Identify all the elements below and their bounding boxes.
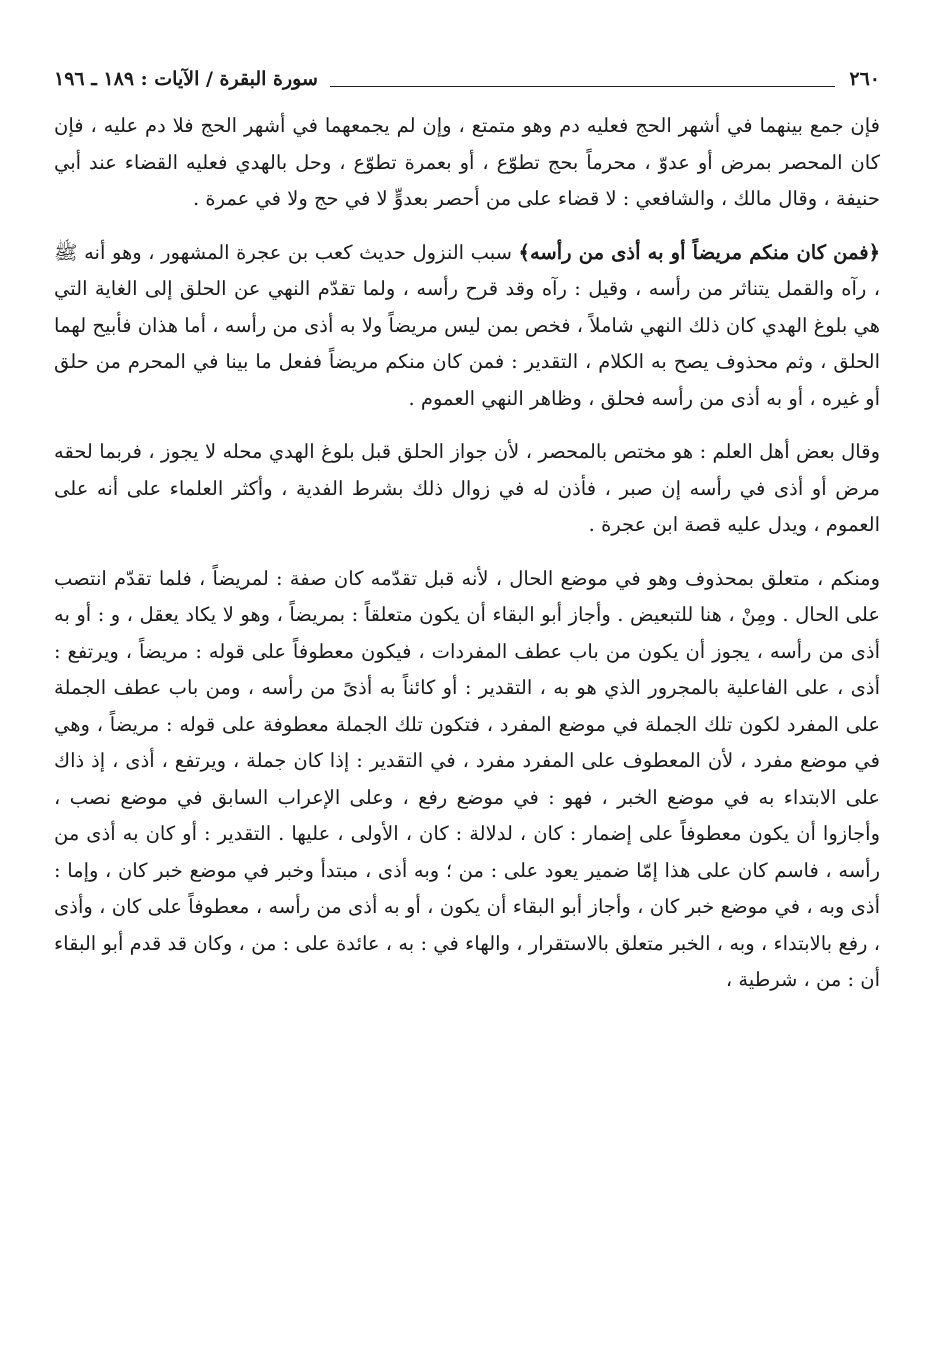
page-number: ٢٦٠ bbox=[849, 68, 880, 90]
paragraph-text: ومنكم ، متعلق بمحذوف وهو في موضع الحال ، لأنه قبل تقدّمه كان صفة : لمريضاً ، فلما تقدّم انتصب على الحال . ومِنْ ، هنا للتبعيض . وأجاز أبو البقاء أن يكون متعلقاً : بمريضاً ، وهو لا يكاد يعقل ، و : أو به أذى من رأسه ، يجوز أن يكون من باب عطف المفردات ، فيكون معطوفاً على قوله : مريضاً ، ويرتفع : أذى ، على الفاعلية بالمجرور الذي هو به ، التقدير : أو كائناً به أذىً من رأسه ، ومن باب عطف الجملة على المفرد لكون تلك الجملة في موضع المفرد ، فتكون تلك الجملة معطوفة على قوله : مريضاً ، وهي في موضع مفرد ، لأن المعطوف على المفرد مفرد ، في التقدير : إذا كان جملة ، ويرتفع ، أذى ، إذ ذاك على الابتداء به في موضع الخبر ، فهو : في موضع رفع ، وعلى الإعراب السابق في موضع نصب ، وأجازوا أن يكون معطوفاً على إضمار : كان ، لدلالة : كان ، الأولى ، عليها . التقدير : أو كان به أذى من رأسه ، فاسم كان على هذا إمّا ضمير يعود على : من ؛ وبه أذى ، مبتدأ وخبر في موضع خبر كان ، وإما : أذى وبه ، في موضع خبر كان ، وأجاز أبو البقاء أن يكون ، أو به أذى من رأسه ، معطوفاً على كان ، وأذى ، رفع بالابتداء ، وبه ، الخبر متعلق بالاستقرار ، والهاء في : به ، عائدة على : من ، وكان قد قدم أبو البقاء أن : من ، شرطية ، bbox=[54, 566, 880, 991]
page-body bbox=[54, 108, 880, 999]
quran-verse-quote: ﴿فمن كان منكم مريضاً أو به أذى من رأسه﴾ bbox=[518, 240, 881, 264]
paragraph-text: سبب النزول حديث كعب بن عجرة المشهور ، وهو أنه ﷺ ، رآه والقمل يتناثر من رأسه ، وقيل : رآه وقد قرح رأسه ، ولما تقدّم النهي عن الحلق إلى الغاية التي هي بلوغ الهدي كان ذلك النهي شاملاً ، فخص بمن ليس مريضاً ولا به أذى من رأسه ، أما هذان فأبيح لهما الحلق ، وثم محذوف يصح به الكلام ، التقدير : فمن كان منكم مريضاً ففعل ما بينا في المحرم من حلق أو غيره ، أو به أذى من رأسه فحلق ، وظاهر النهي العموم . bbox=[54, 240, 880, 410]
header-rule bbox=[330, 72, 836, 87]
surah-title: سورة البقرة / الآيات : ١٨٩ ـ ١٩٦ bbox=[54, 68, 318, 90]
paragraph-text: فإن جمع بينهما في أشهر الحج فعليه دم وهو متمتع ، وإن لم يجمعهما في أشهر الحج فلا دم عليه ، فإن كان المحصر بمرض أو عدوّ ، محرماً بحج تطوّع ، أو بعمرة تطوّع ، وحل بالهدي فعليه القضاء عند أبي حنيفة ، وقال مالك ، والشافعي : لا قضاء على من أحصر بعدوٍّ لا في حج ولا في عمرة . bbox=[54, 114, 880, 210]
paragraph-3 bbox=[54, 434, 880, 544]
paragraph-1 bbox=[54, 108, 880, 218]
paragraph-text: وقال بعض أهل العلم : هو مختص بالمحصر ، لأن جواز الحلق قبل بلوغ الهدي محله لا يجوز ، فربما لحقه مرض أو أذى في رأسه إن صبر ، فأذن له في زوال ذلك بشرط الفدية ، وأكثر العلماء على أنه على العموم ، ويدل عليه قصة ابن عجرة . bbox=[54, 440, 880, 536]
running-header bbox=[54, 62, 880, 96]
paragraph-2 bbox=[54, 235, 880, 418]
paragraph-4 bbox=[54, 561, 880, 999]
